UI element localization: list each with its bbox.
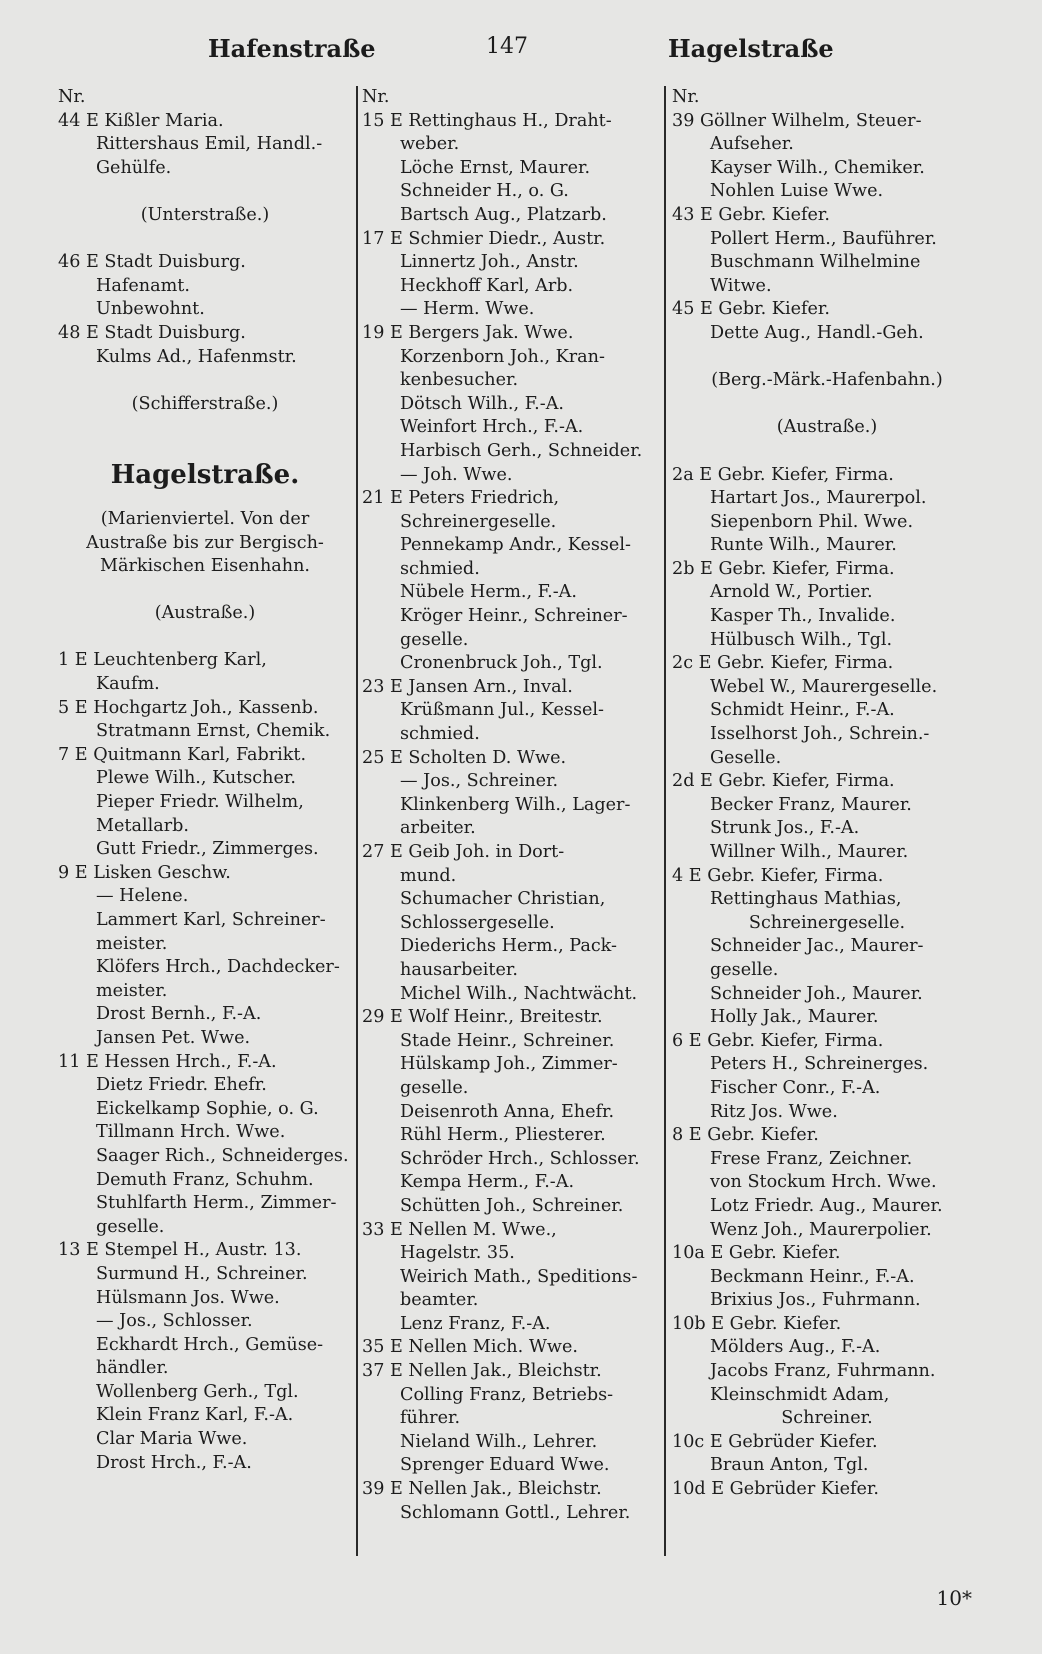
resident-line: Schlossergeselle. [400, 912, 555, 933]
resident-line: Lotz Friedr. Aug., Maurer. [710, 1195, 943, 1216]
resident-line: Clar Maria Wwe. [96, 1429, 248, 1450]
house-entry: 10c E Gebrüder Kiefer. [672, 1431, 878, 1452]
resident-line: meister. [96, 933, 168, 954]
column-rule [356, 86, 358, 1556]
column-3 [672, 86, 982, 1502]
house-entry: 1 E Leuchtenberg Karl, [58, 650, 267, 671]
house-entry: 33 E Nellen M. Wwe., [362, 1219, 557, 1240]
resident-line: Wenz Joh., Maurerpolier. [710, 1219, 932, 1240]
spacer [672, 346, 982, 370]
resident-line: Eickelkamp Sophie, o. G. [96, 1098, 319, 1119]
resident-line: Tillmann Hrch. Wwe. [96, 1122, 286, 1143]
cross-street-note: Austraße bis zur Bergisch- [86, 532, 324, 553]
resident-line: Diederichs Herm., Pack- [400, 936, 617, 957]
column-header: Nr. [362, 87, 390, 107]
resident-line: Kayser Wilh., Chemiker. [710, 157, 925, 178]
resident-line: Ritz Jos. Wwe. [710, 1101, 838, 1122]
resident-line: — Helene. [96, 886, 189, 907]
resident-line: Pollert Herm., Bauführer. [710, 228, 937, 249]
resident-line: Dötsch Wilh., F.-A. [400, 393, 565, 414]
resident-line: Schmidt Heinr., F.-A. [710, 700, 895, 721]
resident-line: kenbesucher. [400, 370, 519, 391]
resident-line: Nieland Wilh., Lehrer. [400, 1431, 598, 1452]
resident-line: Hagelstr. 35. [400, 1243, 515, 1264]
resident-line: Klein Franz Karl, F.-A. [96, 1405, 294, 1426]
house-entry: 27 E Geib Joh. in Dort- [362, 842, 565, 862]
resident-line: Rittershaus Emil, Handl.- [96, 134, 323, 155]
resident-line: Linnertz Joh., Anstr. [400, 252, 579, 273]
resident-line: Nohlen Luise Wwe. [710, 181, 884, 202]
resident-line: Unbewohnt. [96, 299, 205, 320]
resident-line: Hülskamp Joh., Zimmer- [400, 1054, 618, 1075]
resident-line: mund. [400, 865, 457, 886]
resident-line: Bartsch Aug., Platzarb. [400, 204, 607, 225]
resident-line: Hülsmann Jos. Wwe. [96, 1287, 280, 1308]
resident-line: Lammert Karl, Schreiner- [96, 910, 326, 930]
resident-line: Siepenborn Phil. Wwe. [710, 511, 914, 532]
house-entry: 45 E Gebr. Kiefer. [672, 299, 830, 320]
spacer [58, 369, 352, 393]
cross-street-note: (Schifferstraße.) [131, 393, 279, 414]
resident-line: Löche Ernst, Maurer. [400, 157, 591, 178]
cross-street-note: (Berg.-Märk.-Hafenbahn.) [711, 370, 943, 391]
resident-line: schmied. [400, 724, 480, 745]
column-2 [362, 86, 662, 1525]
resident-line: Kröger Heinr., Schreiner- [400, 606, 628, 627]
resident-line: Saager Rich., Schneiderges. [96, 1145, 349, 1166]
house-entry: 25 E Scholten D. Wwe. [362, 747, 567, 768]
resident-line: — Jos., Schlosser. [96, 1311, 253, 1332]
resident-line: Hafenamt. [96, 275, 190, 296]
resident-line: Isselhorst Joh., Schrein.- [710, 724, 930, 745]
column-header: Nr. [672, 87, 700, 107]
page-number: 147 [486, 34, 528, 59]
resident-line: Weinfort Hrch., F.-A. [400, 417, 584, 438]
resident-line: Schreinergeselle. [400, 511, 557, 532]
house-entry: 29 E Wolf Heinr., Breitestr. [362, 1007, 603, 1028]
house-entry: 2a E Gebr. Kiefer, Firma. [672, 464, 894, 485]
house-entry: 17 E Schmier Diedr., Austr. [362, 228, 606, 249]
resident-line: Lenz Franz, F.-A. [400, 1313, 551, 1334]
resident-line: Arnold W., Portier. [710, 582, 873, 603]
house-entry: 39 Göllner Wilhelm, Steuer- [672, 110, 922, 131]
resident-line: Holly Jak., Maurer. [710, 1007, 879, 1028]
resident-line: Weirich Math., Speditions- [400, 1266, 638, 1287]
house-entry: 46 E Stadt Duisburg. [58, 252, 246, 273]
resident-line: Stade Heinr., Schreiner. [400, 1030, 615, 1051]
spacer [58, 228, 352, 252]
house-entry: 2c E Gebr. Kiefer, Firma. [672, 653, 894, 674]
resident-line: Rühl Herm., Pliesterer. [400, 1125, 606, 1146]
house-entry: 2b E Gebr. Kiefer, Firma. [672, 558, 895, 579]
spacer [672, 440, 982, 464]
resident-line: Schröder Hrch., Schlosser. [400, 1148, 640, 1169]
resident-line: Stratmann Ernst, Chemik. [96, 721, 331, 742]
house-entry: 48 E Stadt Duisburg. [58, 322, 246, 343]
resident-line: Kempa Herm., F.-A. [400, 1172, 575, 1193]
house-entry: 5 E Hochgartz Joh., Kassenb. [58, 697, 319, 718]
resident-line: Eckhardt Hrch., Gemüse- [96, 1334, 324, 1355]
cross-street-note: (Austraße.) [776, 417, 878, 438]
resident-line: Pieper Friedr. Wilhelm, [96, 792, 304, 813]
resident-line: geselle. [710, 959, 779, 980]
resident-line: Schneider H., o. G. [400, 181, 569, 202]
resident-line: Kasper Th., Invalide. [710, 606, 896, 627]
spacer [58, 579, 352, 603]
resident-line: Willner Wilh., Maurer. [710, 842, 909, 862]
column-1 [58, 86, 352, 1475]
house-entry: 43 E Gebr. Kiefer. [672, 204, 830, 225]
resident-line: Colling Franz, Betriebs- [400, 1384, 614, 1405]
resident-line: Demuth Franz, Schuhm. [96, 1169, 314, 1190]
resident-line: Kleinschmidt Adam, [710, 1384, 890, 1405]
resident-line: Harbisch Gerh., Schneider. [400, 440, 643, 461]
house-entry: 11 E Hessen Hrch., F.-A. [58, 1051, 277, 1072]
house-entry: 35 E Nellen Mich. Wwe. [362, 1337, 578, 1358]
resident-line: Strunk Jos., F.-A. [710, 818, 860, 839]
house-entry: 21 E Peters Friedrich, [362, 488, 560, 509]
resident-line: Hülbusch Wilh., Tgl. [710, 629, 893, 650]
resident-line: Metallarb. [96, 815, 189, 836]
resident-line: Klöfers Hrch., Dachdecker- [96, 957, 340, 978]
resident-line: Brixius Jos., Fuhrmann. [710, 1290, 921, 1311]
resident-line: Cronenbruck Joh., Tgl. [400, 653, 603, 674]
resident-line: Buschmann Wilhelmine [710, 252, 921, 273]
resident-line: Nübele Herm., F.-A. [400, 582, 577, 603]
resident-line: Surmund H., Schreiner. [96, 1263, 308, 1284]
resident-line: Kulms Ad., Hafenmstr. [96, 346, 297, 367]
house-entry: 4 E Gebr. Kiefer, Firma. [672, 865, 884, 886]
resident-line: Rettinghaus Mathias, [710, 889, 902, 910]
spacer [58, 180, 352, 204]
resident-line: händler. [96, 1358, 169, 1379]
house-entry: 10d E Gebrüder Kiefer. [672, 1479, 880, 1500]
resident-line: Schneider Joh., Maurer. [710, 983, 923, 1004]
resident-line: Sprenger Eduard Wwe. [400, 1455, 610, 1476]
resident-line: Heckhoff Karl, Arb. [400, 275, 574, 296]
resident-line: geselle. [400, 629, 469, 650]
resident-line: Drost Bernh., F.-A. [96, 1004, 262, 1025]
resident-line: geselle. [400, 1077, 469, 1098]
resident-line: Frese Franz, Zeichner. [710, 1148, 913, 1169]
resident-line: Gutt Friedr., Zimmerges. [96, 839, 319, 860]
resident-line: Webel W., Maurergeselle. [710, 676, 938, 697]
resident-line: Peters H., Schreinerges. [710, 1054, 929, 1075]
cross-street-note: (Unterstraße.) [140, 204, 270, 225]
cross-street-note: (Austraße.) [154, 603, 256, 624]
resident-line: Dette Aug., Handl.-Geh. [710, 322, 924, 343]
resident-line: Braun Anton, Tgl. [710, 1455, 869, 1476]
cross-street-note: (Marienviertel. Von der [100, 508, 310, 529]
resident-line: Klinkenberg Wilh., Lager- [400, 794, 631, 815]
resident-line: Pennekamp Andr., Kessel- [400, 535, 631, 556]
cross-street-note: Märkischen Eisenhahn. [99, 556, 311, 577]
house-entry: 37 E Nellen Jak., Bleichstr. [362, 1361, 602, 1382]
resident-line: Hartart Jos., Maurerpol. [710, 488, 927, 509]
resident-line: Drost Hrch., F.-A. [96, 1452, 252, 1473]
resident-line: Wollenberg Gerh., Tgl. [96, 1381, 299, 1402]
resident-line: weber. [400, 134, 460, 155]
resident-line: Schlomann Gottl., Lehrer. [400, 1502, 631, 1523]
resident-line: führer. [400, 1408, 461, 1429]
house-entry: 7 E Quitmann Karl, Fabrikt. [58, 744, 307, 765]
spacer [672, 393, 982, 417]
house-entry: 13 E Stempel H., Austr. 13. [58, 1240, 302, 1261]
resident-line: Dietz Friedr. Ehefr. [96, 1075, 267, 1096]
resident-line: Fischer Conr., F.-A. [710, 1077, 881, 1098]
resident-line: Gehülfe. [96, 157, 172, 178]
resident-line: meister. [96, 980, 168, 1001]
signature-mark: 10* [936, 1586, 972, 1610]
street-heading: Hagelstraße. [110, 459, 300, 490]
house-entry: 23 E Jansen Arn., Inval. [362, 676, 573, 697]
resident-line: Schumacher Christian, [400, 889, 606, 910]
resident-line: — Jos., Schreiner. [400, 771, 559, 792]
resident-line: — Herm. Wwe. [400, 299, 535, 320]
house-entry: 44 E Kißler Maria. [58, 110, 224, 131]
column-rule [664, 86, 666, 1556]
house-entry: 19 E Bergers Jak. Wwe. [362, 322, 574, 343]
resident-line: Witwe. [710, 275, 772, 296]
resident-line: hausarbeiter. [400, 959, 518, 980]
resident-line: Schreinergeselle. [748, 912, 906, 933]
resident-line: Michel Wilh., Nachtwächt. [400, 983, 638, 1004]
house-entry: 2d E Gebr. Kiefer, Firma. [672, 771, 895, 792]
house-entry: 15 E Rettinghaus H., Draht- [362, 110, 612, 131]
resident-line: Geselle. [710, 747, 782, 768]
resident-line: beamter. [400, 1290, 479, 1311]
resident-line: schmied. [400, 558, 480, 579]
resident-line: Schreiner. [781, 1408, 873, 1429]
resident-line: Beckmann Heinr., F.-A. [710, 1266, 915, 1287]
resident-line: geselle. [96, 1216, 165, 1237]
house-entry: 10b E Gebr. Kiefer. [672, 1313, 842, 1334]
spacer [58, 626, 352, 650]
resident-line: — Joh. Wwe. [400, 464, 513, 485]
running-head-right: Hagelstraße [668, 34, 834, 63]
resident-line: Becker Franz, Maurer. [710, 794, 912, 815]
column-header: Nr. [58, 87, 86, 107]
spacer [58, 416, 352, 440]
resident-line: Mölders Aug., F.-A. [710, 1337, 881, 1358]
resident-line: Kaufm. [96, 674, 160, 695]
running-head-left: Hafenstraße [208, 34, 376, 63]
resident-line: Schneider Jac., Maurer- [710, 936, 924, 957]
resident-line: Runte Wilh., Maurer. [710, 535, 897, 556]
house-entry: 39 E Nellen Jak., Bleichstr. [362, 1479, 602, 1500]
resident-line: Schütten Joh., Schreiner. [400, 1195, 624, 1216]
house-entry: 6 E Gebr. Kiefer, Firma. [672, 1030, 884, 1051]
resident-line: Plewe Wilh., Kutscher. [96, 768, 296, 789]
house-entry: 8 E Gebr. Kiefer. [672, 1125, 819, 1146]
resident-line: Aufseher. [710, 134, 794, 155]
resident-line: von Stockum Hrch. Wwe. [710, 1172, 937, 1193]
house-entry: 10a E Gebr. Kiefer. [672, 1243, 841, 1264]
resident-line: arbeiter. [400, 818, 476, 839]
resident-line: Stuhlfarth Herm., Zimmer- [96, 1193, 337, 1214]
resident-line: Deisenroth Anna, Ehefr. [400, 1101, 615, 1122]
resident-line: Korzenborn Joh., Kran- [400, 346, 605, 367]
resident-line: Jansen Pet. Wwe. [96, 1027, 251, 1048]
resident-line: Jacobs Franz, Fuhrmann. [710, 1361, 936, 1382]
house-entry: 9 E Lisken Geschw. [58, 862, 231, 883]
resident-line: Krüßmann Jul., Kessel- [400, 700, 604, 721]
